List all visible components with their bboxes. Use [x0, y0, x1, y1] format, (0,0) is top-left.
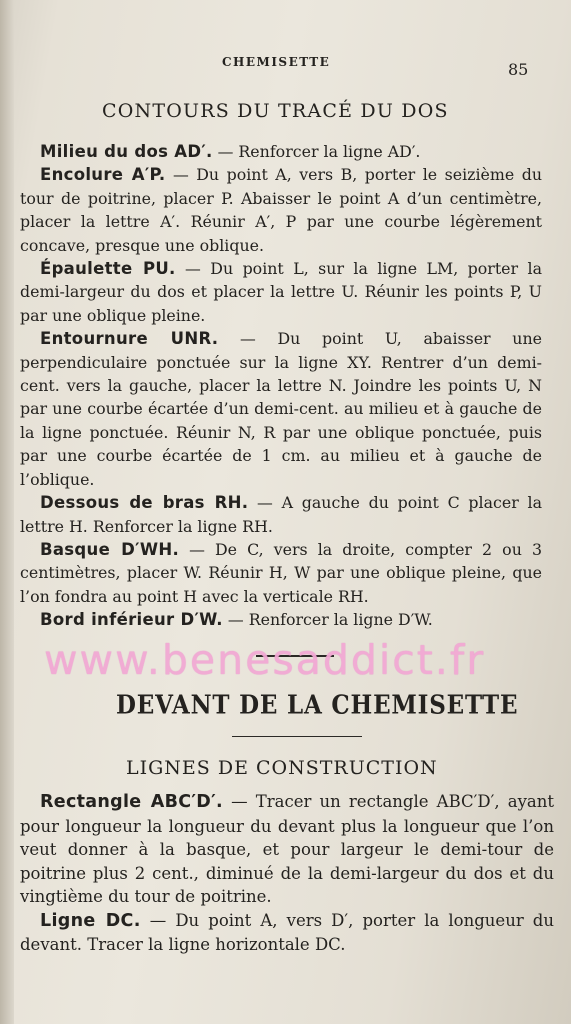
page-edge — [0, 0, 14, 1024]
paragraph-rectangle — [20, 790, 554, 909]
title-rule — [232, 736, 362, 737]
paragraph-basque — [20, 538, 542, 608]
part-title: DEVANT DE LA CHEMISETTE — [116, 690, 519, 721]
paragraph-term: Bord inférieur D′W. — [40, 610, 223, 630]
paragraph-entournure — [20, 327, 542, 491]
paragraph-text: — Du point L, sur la ligne LM, porter la demi-largeur du dos et placer la lettre U. Réunir les points P, U par une oblique pleine. — [20, 259, 542, 325]
paragraph-term: Entournure UNR. — [40, 329, 219, 349]
paragraph-epaulette — [20, 257, 542, 327]
paragraph-term: Ligne DC. — [40, 910, 141, 931]
paragraph-encolure — [20, 163, 542, 257]
paragraph-term: Basque D′WH. — [40, 539, 180, 559]
page-number: 85 — [508, 60, 529, 79]
running-head: CHEMISETTE — [222, 55, 331, 69]
paragraph-ligne-dc — [20, 909, 554, 957]
paragraph-term: Encolure A′P. — [40, 165, 166, 185]
paragraph-text: — Du point A, vers D′, porter la longueur du devant. Tracer la ligne horizontale DC. — [20, 910, 554, 954]
paragraph-term: Rectangle ABC′D′. — [40, 792, 223, 812]
watermark-text: www.benesaddict.fr — [44, 636, 486, 684]
paragraph-term: Épaulette PU. — [40, 259, 176, 279]
subsection-title: LIGNES DE CONSTRUCTION — [126, 757, 438, 779]
section-title: CONTOURS DU TRACÉ DU DOS — [102, 100, 449, 122]
paragraph-text: — Tracer un rectangle ABC′D′, ayant pour longueur la longueur du devant plus la longueur que l’on veut donner à la basque, et pour largeur le demi-tour de poitrine plus 2 cent., diminué de la demi-largeur du dos et du vingtième du tour de poitrine. — [20, 792, 554, 906]
paragraph-text: — De C, vers la droite, compter 2 ou 3 centimètres, placer W. Réunir H, W par une oblique pleine, que l’on fondra au point H avec la verticale RH. — [20, 539, 542, 606]
section-body — [20, 140, 542, 632]
paragraph-text: — Du point A, vers B, porter le seizième du tour de poitrine, placer P. Abaisser le point A d’un centimètre, placer la lettre A′. Réunir A′, P par une courbe légèrement concave, presque une oblique. — [20, 165, 542, 255]
paragraph-term: Dessous de bras RH. — [40, 493, 249, 513]
paragraph-text: — Du point U, abaisser une perpendiculaire ponctuée sur la ligne XY. Rentrer d’un demi-cent. vers la gauche, placer la lettre N. Joindre les points U, N par une courbe écartée d’un demi-cent. au milieu et à gauche de la ligne ponctuée. Réunir N, R par une oblique ponctuée, puis par une courbe écartée de 1 cm. au milieu et à gauche de l’oblique. — [20, 329, 542, 489]
paragraph-dessous-de-bras — [20, 491, 542, 538]
paragraph-text: — Renforcer la ligne AD′. — [212, 142, 421, 161]
paragraph-term: Milieu du dos AD′. — [40, 142, 213, 161]
paragraph-text: — Renforcer la ligne D′W. — [222, 610, 433, 630]
construction-body — [20, 790, 554, 957]
paragraph-text: — A gauche du point C placer la lettre H. Renforcer la ligne RH. — [20, 493, 542, 536]
paragraph-milieu-du-dos — [20, 140, 542, 163]
paragraph-bord-inferieur — [20, 608, 542, 631]
